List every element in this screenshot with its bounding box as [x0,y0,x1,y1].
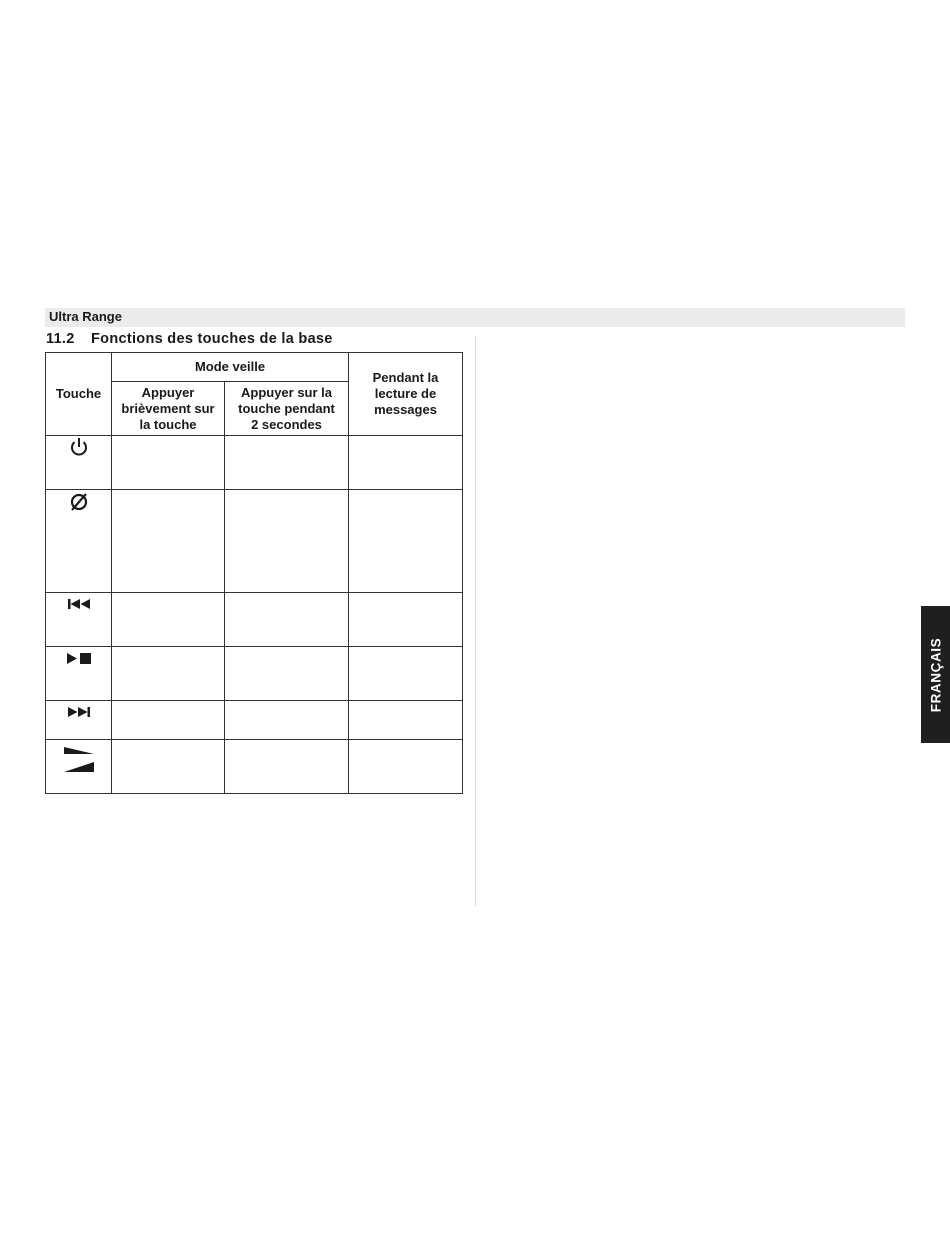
key-cell [46,647,112,701]
section-title: Fonctions des touches de la base [91,331,333,347]
table-row [46,740,463,794]
long-press-cell [225,740,349,794]
playback-cell [349,436,463,490]
skip-back-icon [66,593,92,615]
skip-forward-icon [66,701,92,723]
short-press-cell [112,490,225,593]
playback-cell [349,740,463,794]
long-press-cell [225,436,349,490]
playback-cell [349,593,463,647]
table-row [46,647,463,701]
key-cell [46,593,112,647]
table-row [46,490,463,593]
volume-icon [62,744,96,774]
key-cell [46,740,112,794]
short-press-cell [112,701,225,740]
section-number: 11.2 [46,331,75,347]
header-during-playback: Pendant la lecture de messages [349,353,463,436]
long-press-cell [225,593,349,647]
delete-icon [66,490,92,512]
section-heading [46,331,333,347]
language-tab [921,606,950,743]
short-press-cell [112,593,225,647]
table-row [46,701,463,740]
playback-cell [349,647,463,701]
playback-cell [349,490,463,593]
playback-cell [349,701,463,740]
table-row [46,436,463,490]
table-row [46,593,463,647]
header-long-press: Appuyer sur la touche pendant 2 secondes [225,382,349,436]
key-cell [46,490,112,593]
header-short-press: Appuyer brièvement sur la touche [112,382,225,436]
long-press-cell [225,490,349,593]
column-divider [475,336,476,906]
header-mode-veille: Mode veille [112,353,349,382]
long-press-cell [225,701,349,740]
table-header-row [46,353,463,382]
language-label: FRANÇAIS [928,637,943,712]
key-cell [46,701,112,740]
long-press-cell [225,647,349,701]
key-functions-table [45,352,463,794]
play-stop-icon [66,647,92,669]
header-touche: Touche [46,353,112,436]
key-cell [46,436,112,490]
short-press-cell [112,740,225,794]
short-press-cell [112,436,225,490]
running-header [45,308,905,327]
product-name: Ultra Range [49,309,122,324]
power-icon [66,436,92,458]
short-press-cell [112,647,225,701]
